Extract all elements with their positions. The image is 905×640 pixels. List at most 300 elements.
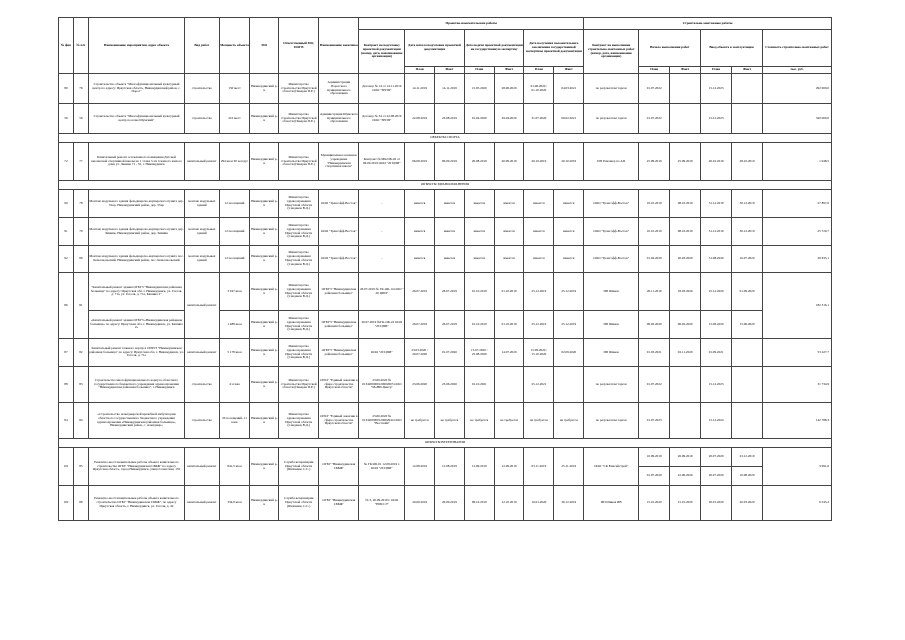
cell-name: Строительство объекта "Многофункциональный культурный центр поселка Шумский" <box>88 104 184 134</box>
cell-customer: ОГБУЗ "Нижнеудинская районная больница" <box>319 273 359 311</box>
cell-work: монтаж модульных зданий <box>185 218 219 246</box>
col-exam-result: Дата получения положительного заключения государственной экспертизы проектной документации <box>524 30 584 67</box>
cell-name: Монтаж модульного здания фельдшерско-акушерского пункта дер. Зимник, Нижнеудинский район, дер. Зимник <box>88 218 184 246</box>
cell-work: капитальный ремонт <box>185 448 219 486</box>
col-design-contract: Контракт на подготовку проектной документации (номер, дата, наименование организации) <box>359 30 405 74</box>
cell-date: имеется <box>494 246 524 273</box>
cell-date: 01.10.2019 <box>464 273 494 311</box>
works-table-sheet <box>58 17 832 521</box>
cell-fcp: 72 <box>59 143 74 181</box>
plan-label: План <box>524 67 554 74</box>
col-smr-start: Начало выполнения работ <box>639 30 701 67</box>
cell-capacity: 12 посещений <box>219 218 250 246</box>
cell-work: капитальный ремонт <box>185 486 219 521</box>
section-row <box>59 439 832 448</box>
cell-smr-contract: по результатам торгов <box>584 74 639 104</box>
cell-date: 25.09.2019 <box>670 143 701 181</box>
cell-date: 09.02.2021 <box>554 104 584 134</box>
cell-cost: 53 227,7 <box>763 339 832 367</box>
cell-responsible: Министерство строительства Иркутской области (Пекарев П.Е.) <box>279 143 319 181</box>
cell-cost: 3 991,6 <box>763 448 832 486</box>
cell-responsible: Служба ветеринарии Иркутской области (Шевченко С.С.) <box>279 448 319 486</box>
cell-date: 20.09.2019 <box>405 486 435 521</box>
cell-date: 23.06.2020 <box>405 367 435 403</box>
cell-date: 30.12.2019 <box>732 190 763 218</box>
cell-responsible: Министерство здравоохранения Иркутской области (Сандаков В.Д.) <box>279 190 319 218</box>
cell-date: 14.07.2020 <box>494 339 524 367</box>
cell-date: 12.09.2019 <box>464 448 494 486</box>
cell-mo: Нижнеудинский р-н <box>250 74 279 104</box>
cell-design-contract: 23.06.2020 № 0134200000120002944 ООО "Вестлайн" <box>359 403 405 439</box>
section-title-health: ОБЪЕКТЫ ЗДРАВООХРАНЕНИЯ <box>59 181 832 190</box>
cell-date <box>670 367 701 403</box>
cell-date: 25.12.2020 <box>701 273 732 311</box>
cell-cost: 25 720,7 <box>763 218 832 246</box>
cell-date: 15.12.2023 <box>701 74 732 104</box>
cell-fcp: 90 <box>59 190 74 218</box>
cell-fcp: 88 <box>59 367 74 403</box>
cell-date: 15.01.2020 <box>670 486 701 521</box>
cell-work: монтаж модульных зданий <box>185 246 219 273</box>
cell-date: 02.11.2020 <box>670 339 701 367</box>
cell-date: 06.02.2020 <box>670 311 701 339</box>
cell-capacity: 150 мест <box>219 74 250 104</box>
cell-customer: Муниципальное казенное учреждение "Нижнеудинская спортивная школа" <box>319 143 359 181</box>
cell-date <box>732 339 763 367</box>
plan-label: План <box>639 67 670 74</box>
cell-date: 10.08.2020 <box>732 467 763 486</box>
cell-name: Ремонтно-восстановительные работы объекта капитального строительства ОГБУ "Нижнеудинская СББЖ", по адресу Иркутская область, г. Нижнеудинск, ул. Гоголя, д. 42 <box>88 486 184 521</box>
col-mo: МО <box>250 18 279 74</box>
cell-design-contract: 23.06.2020 № 0134200000120002605 ООО "МоНИ-Центр" <box>359 367 405 403</box>
fact-label: Факт <box>670 67 701 74</box>
cell-date: 15.05.2020 <box>464 74 494 104</box>
cell-date: 26.07.2019 <box>405 311 435 339</box>
cell-date: 25.12.2021 <box>524 367 554 403</box>
cell-capacity: 20 посещений, 11 коек <box>219 403 250 439</box>
col-commission: Ввод объекта в эксплуатацию <box>701 30 763 67</box>
cell-date: имеется <box>494 218 524 246</box>
cell-date: 30.12.2019 <box>554 486 584 521</box>
cell-mo: Нижнеудинский р-н <box>250 448 279 486</box>
cell-date: 22.06.2020 <box>670 467 701 486</box>
cell-fcp: 56 <box>59 104 74 134</box>
cell-date: 28.10.2019 <box>732 143 763 181</box>
col-n-pp: № п/п <box>73 18 88 74</box>
cell-date: 26.09.2019 <box>670 448 701 467</box>
cell-smr-contract: по результатам торгов <box>584 104 639 134</box>
cell-date: 12.08.2019 <box>435 448 465 486</box>
cell-smr-contract: по результатам торгов <box>584 403 639 439</box>
table-row <box>59 246 832 273</box>
section-row <box>59 181 832 190</box>
cell-design-contract: ООО "20 ЦПИ" <box>359 339 405 367</box>
col-work-type: Вид работ <box>185 18 219 74</box>
cell-name: Капитальный ремонт главного корпуса ОГБУЗ "Нижнеудинская районная больница" по адресу: Иркутская обл. г. Нижнеудинск, ул. Гоголя, д. 71а <box>88 339 184 367</box>
cell-name: «Строительство Алыгджерской врачебной амбулатории областного государственного бюджетного учреждения здравоохранения «Нижнеудинская районная больница», Нижнеудинский район, с. Алыгджер» <box>88 403 184 439</box>
cell-date: 08.10.2019 <box>670 190 701 218</box>
table-row <box>59 190 832 218</box>
cell-date <box>732 104 763 134</box>
cell-date: 20.09.2019 <box>494 143 524 181</box>
section-title-vet: ОБЪЕКТЫ ВЕТЕРИНАРИИ <box>59 439 832 448</box>
cell-pp: 78 <box>73 190 88 218</box>
cell-date: 01.07.2022 <box>639 367 670 403</box>
section-title-sport: ОБЪЕКТЫ СПОРТА <box>59 134 832 143</box>
cell-date: 08.10.2019 <box>670 218 701 246</box>
cell-work: капитальный ремонт <box>185 143 219 181</box>
cell-fcp: 87 <box>59 339 74 367</box>
cell-design-contract: Контракт № МК/ОБ-02 от 06.09.2019 ООО "20 ЦПИ" <box>359 143 405 181</box>
cell-cost: 31 734,9 <box>763 367 832 403</box>
col-smr-contract: Контракт на выполнение строительно-монтажных работ (номер, дата, наименование организации) <box>584 30 639 74</box>
cell-date: имеется <box>435 190 465 218</box>
cell-date: не требуется <box>464 403 494 439</box>
cell-work: капитальный ремонт <box>185 339 219 367</box>
cell-design-contract: - <box>359 246 405 273</box>
cell-responsible: Министерство строительства Иркутской области (Пекарев П.Е.) <box>279 74 319 104</box>
cell-date: 31.07.2020 <box>524 104 554 134</box>
cell-date: 23.12.2019 <box>732 448 763 467</box>
cell-date: 23.06.2020 <box>435 367 465 403</box>
cell-date: 04.03.2021 <box>554 74 584 104</box>
cell-date: 20.10.2019 <box>524 143 554 181</box>
cell-cost: 142 788,3 <box>763 403 832 439</box>
cell-date: 25.12.2019 <box>554 273 584 311</box>
cell-date: 12.09.2019 <box>494 448 524 486</box>
cell-responsible: Министерство здравоохранения Иркутской области (Сандаков В.Д.) <box>279 403 319 439</box>
table-row <box>59 311 832 339</box>
cell-customer: Администрация Порогского муниципального образования <box>319 74 359 104</box>
cell-fcp: 102 <box>59 486 74 521</box>
table-row <box>59 367 832 403</box>
cell-pp: 77 <box>73 143 88 181</box>
cell-capacity: 334,9 кв.м <box>219 486 250 521</box>
cell-design-contract: 26.07.2019 № ГК-ОБ-14 ООО " 20 ЦПИ" <box>359 273 405 311</box>
cell-mo: Нижнеудинский р-н <box>250 190 279 218</box>
cell-date: не требуется <box>494 403 524 439</box>
cell-smr-contract: по результатам торгов <box>584 367 639 403</box>
cell-work: капитальный ремонт <box>185 273 219 339</box>
cell-customer: ООО "Трансэфф-Восток" <box>319 190 359 218</box>
cell-mo: Нижнеудинский р-н <box>250 403 279 439</box>
cell-smr-contract: ИП Шиков <box>584 311 639 339</box>
cell-date: имеется <box>405 190 435 218</box>
cell-date: 20.09.2019 <box>435 486 465 521</box>
cell-work: строительство <box>185 403 219 439</box>
cell-date: 28.06.2020 <box>494 74 524 104</box>
cell-date: 25.12.2019 <box>524 273 554 311</box>
cell-date: 10.10.2019 <box>639 190 670 218</box>
fact-label: Факт <box>494 67 524 74</box>
cell-pp: 86 <box>73 486 88 521</box>
cell-date: 01.06.2020 / 01.10.2020 <box>524 74 554 104</box>
cell-date: 20.01.2020 <box>701 486 732 521</box>
cell-customer: ОГКУ "Единый заказчик в сфере строительства Иркутской области" <box>319 367 359 403</box>
cell-name: Строительство многофункционального корпуса областного государственного бюджетного учреждения здравоохранения "Нижнеудинская районная больница", г. Нижнеудинск <box>88 367 184 403</box>
table-row <box>59 339 832 367</box>
cell-smr-contract: ООО "Трансэфф-Восток" <box>584 246 639 273</box>
cell-responsible: Министерство здравоохранения Иркутской области (Сандаков В.Д.) <box>279 246 319 273</box>
col-n-fcp: № фцп <box>59 18 74 74</box>
cell-date: 22.08.2019 <box>405 104 435 134</box>
cell-date: 22.08.2019 <box>435 104 465 134</box>
cell-date: 31.12.2019 <box>701 218 732 246</box>
cell-design-contract: Договор № 14 от 14.11.2019 ООО "ЗЕПП" <box>359 74 405 104</box>
col-submit-exam: Дата подачи проектной документации на государственную экспертизу <box>464 30 524 67</box>
cell-date: не требуется <box>405 403 435 439</box>
cell-pp: 79 <box>73 218 88 246</box>
cell-smr-contract: ИП Шиков <box>584 273 639 311</box>
cell-pp: 81 <box>73 273 88 339</box>
cell-name: Строительство объекта "Многофункциональный культурный центр по адресу: Иркутская область, Нижнеудинский район, с. Порог" <box>88 74 184 104</box>
cell-work: монтаж модульных зданий <box>185 190 219 218</box>
cell-design-contract: - <box>359 218 405 246</box>
cell-date: 25.12.2019 <box>524 311 554 339</box>
fact-label: Факт <box>732 67 763 74</box>
cell-fcp: 92 <box>59 246 74 273</box>
cell-pp: 56 <box>73 104 88 134</box>
cell-name: Ремонтно-восстановительные работы объекта капитального строительства ОГБУ "Нижнеудинская СББЖ" по адресу Иркутская область, город Нижнеудинск, улица Советская, 155 <box>88 448 184 486</box>
cell-fcp: 101 <box>59 448 74 486</box>
cell-design-contract: - <box>359 190 405 218</box>
cell-work: строительство <box>185 104 219 134</box>
cell-smr-contract: ООО "СК Енисейстрой" <box>584 448 639 486</box>
fact-label: Факт <box>554 67 584 74</box>
table-row <box>59 104 832 134</box>
cell-date: 16.07.2020 <box>732 246 763 273</box>
cell-date: 15.06.2020 <box>701 311 732 339</box>
cell-date: 15.09.2020 / 15.10.2020 <box>524 339 554 367</box>
cell-mo: Нижнеудинский р-н <box>250 339 279 367</box>
cell-customer: ООО "Трансэфф-Восток" <box>319 246 359 273</box>
cell-name: "Капитальный ремонт здания ОГБУЗ "Нижнеудинская районная больница" по адресу: Иркутская обл. г. Нижнеудинск, ул. Гоголя, д. 71а, ул. Гоголя, д. 71а, Кашина 2" <box>88 273 184 311</box>
table-row <box>59 448 832 467</box>
cell-work: строительство <box>185 74 219 104</box>
cell-date: 26.07.2019 <box>435 273 465 311</box>
cell-responsible: Министерство здравоохранения Иркутской области (Сандаков В.Д.) <box>279 339 319 367</box>
cell-responsible: Министерство здравоохранения Иркутской области (Сандаков В.Д.) <box>279 273 319 311</box>
col-design-start: Дата начала подготовки проектной документации <box>405 30 465 67</box>
cell-date: 25.09.2019 <box>639 143 670 181</box>
cell-pp: 84 <box>73 403 88 439</box>
cell-design-contract: № ГК/ОБ-01 12.08.2019 г. ООО "20 ЦПИ" <box>359 448 405 486</box>
cell-customer: ОГБУЗ "Нижнеудинская районная больница" <box>319 311 359 339</box>
col-name: Наименование мероприятия, адрес объекта <box>88 18 184 74</box>
cell-date: имеется <box>435 246 465 273</box>
cell-date: имеется <box>524 218 554 246</box>
cell-date: имеется <box>524 190 554 218</box>
cost-unit-label: тыс. руб. <box>763 67 832 74</box>
cell-date: 09.10.2019 <box>464 486 494 521</box>
cell-design-contract: Договор № 34 от 22.08.2019 ООО "ЗЕПП" <box>359 104 405 134</box>
cell-date: 15.12.2023 <box>701 367 732 403</box>
cell-customer: ООО "Трансэфф-Восток" <box>319 218 359 246</box>
cell-date <box>494 367 524 403</box>
cell-date <box>732 74 763 104</box>
cell-date: не требуется <box>435 403 465 439</box>
cell-date <box>732 403 763 439</box>
cell-date <box>670 403 701 439</box>
cell-mo: Нижнеудинский р-н <box>250 218 279 246</box>
cell-fcp: 84 <box>59 403 74 439</box>
table-row <box>59 486 832 521</box>
cell-date: 23.03.2020 / 20.07.2020 <box>405 339 435 367</box>
cell-date: имеется <box>405 218 435 246</box>
cell-date: 01.04.2020 <box>464 104 494 134</box>
works-table <box>58 17 832 521</box>
cell-mo: Нижнеудинский р-н <box>250 367 279 403</box>
cell-date: 31.12.2019 <box>701 190 732 218</box>
plan-label: План <box>701 67 732 74</box>
cell-date: 26.07.2019 <box>405 273 435 311</box>
cell-date: 01.09.2020 <box>732 273 763 311</box>
cell-name: Монтаж модульного здания фельдшерско-акушерского пункта дер. Ухар, Нижнеудинский район, дер. Ухар <box>88 190 184 218</box>
cell-cost: 29 635,1 <box>763 246 832 273</box>
cell-date: 20.11.2019 <box>639 273 670 311</box>
cell-date <box>732 367 763 403</box>
cell-date: 20.03.2020 <box>670 246 701 273</box>
cell-date: имеется <box>464 218 494 246</box>
cell-smr-contract: ИП Ромашер по АП <box>584 143 639 181</box>
cell-date: 01.07.2023 <box>639 403 670 439</box>
cell-date: 25.11.2019 <box>554 448 584 486</box>
cell-date <box>670 74 701 104</box>
plan-label: План <box>405 67 435 74</box>
cell-pp: 76 <box>73 74 88 104</box>
cell-date: 01.07.2020 <box>435 339 465 367</box>
cell-pp: 85 <box>73 448 88 486</box>
cell-date: 01.10.2019 <box>494 311 524 339</box>
cell-design-contract: № 3, 20.09.2019 г. ООО "НИССЭ" <box>359 486 405 521</box>
cell-date: 03.11.2019 <box>524 448 554 486</box>
cell-cost: 1 948,5 <box>763 143 832 181</box>
cell-cost: 182 316,1 <box>763 273 832 339</box>
cell-date: 01.03.2021 <box>639 339 670 367</box>
cell-responsible: Министерство строительства Иркутской области (Пекарев П.Е.) <box>279 104 319 134</box>
cell-date: 01.10.2019 <box>464 311 494 339</box>
cell-date: 06.09.2019 <box>435 143 465 181</box>
cell-mo: Нижнеудинский р-н <box>250 104 279 134</box>
cell-responsible: Министерство строительства Иркутской области (Пекарев П.Е.) <box>279 367 319 403</box>
cell-mo: Нижнеудинский р-н <box>250 273 279 311</box>
cell-capacity: 4 этажа <box>219 367 250 403</box>
cell-capacity: 1 488 кв.м <box>219 311 250 339</box>
cell-date: 25.12.2019 <box>554 311 584 339</box>
cell-date: 14.11.2019 <box>405 74 435 104</box>
cell-mo: Нижнеудинский р-н <box>250 486 279 521</box>
cell-capacity: 294 кв.м 30 чел/дус <box>219 143 250 181</box>
cell-date: 02.09.2020 <box>554 339 584 367</box>
section-row <box>59 134 832 143</box>
cell-date <box>670 104 701 134</box>
cell-date: 10.10.2019 <box>639 218 670 246</box>
table-row <box>59 273 832 311</box>
cell-date: 12.10.2019 <box>494 486 524 521</box>
cell-smr-contract: ИП Шиков ИВ <box>584 486 639 521</box>
col-capacity: Мощность объекта <box>219 18 250 74</box>
cell-work: строительство <box>185 367 219 403</box>
cell-mo: Нижнеудинский р-н <box>250 246 279 273</box>
cell-date: 20.10.2019 <box>701 143 732 181</box>
cell-smr-contract: ООО "Трансэфф-Восток" <box>584 218 639 246</box>
cell-date: 20.10.2019 <box>554 143 584 181</box>
cell-mo: Нижнеудинский р-н <box>250 143 279 181</box>
cell-date: имеется <box>554 246 584 273</box>
cell-capacity: 3 047 кв.м <box>219 273 250 311</box>
col-cost: Стоимость строительно-монтажных работ <box>763 30 832 67</box>
cell-date: 01.10.2021 <box>464 367 494 403</box>
fact-label: Факт <box>435 67 465 74</box>
cell-date: имеется <box>464 190 494 218</box>
cell-fcp: 86 <box>59 273 74 339</box>
cell-date: 14.11.2019 <box>435 74 465 104</box>
cell-date: 01.07.2022 <box>639 74 670 104</box>
cell-date: 15.12.2024 <box>701 403 732 439</box>
cell-date: 01.09.2021 <box>701 339 732 367</box>
cell-responsible: Министерство здравоохранения Иркутской области (Сандаков В.Д.) <box>279 218 319 246</box>
cell-date: имеется <box>554 190 584 218</box>
cell-customer: ОГБУ "Нижнеудинская СББЖ" <box>319 448 359 486</box>
table-row <box>59 143 832 181</box>
cell-customer: ОГБУ "Нижнеудинская СББЖ" <box>319 486 359 521</box>
cell-date: 15.07.2020 / 25.08.2020 <box>464 339 494 367</box>
cell-fcp: 91 <box>59 218 74 246</box>
cell-cost: 9 545,2 <box>763 486 832 521</box>
cell-date: 26.07.2019 <box>435 311 465 339</box>
cell-date: 15.01.2020 <box>639 486 670 521</box>
cell-name: Капитальный ремонт остекленного помещения Детской юношеской спортивной школы на 1 этаже 5-ти этажного жилого дома ул. Ленина 71 - 55, г. Нижнеудинск <box>88 143 184 181</box>
cell-date: 10.01.2020 <box>524 486 554 521</box>
cell-pp: 82 <box>73 339 88 367</box>
cell-date: не требуется <box>554 403 584 439</box>
cell-responsible: Министерство здравоохранения Иркутской области (Сандаков В.Д.) <box>279 311 319 339</box>
cell-design-contract: 26.07.2019 №ГК-ОБ-22 ООО "20 ЦПИ" <box>359 311 405 339</box>
cell-date <box>554 367 584 403</box>
cell-date: 01.07.2020 <box>639 467 670 486</box>
cell-cost: 27 897,6 <box>763 190 832 218</box>
cell-date: 31.08.2020 <box>701 246 732 273</box>
cell-date: 01.04.2020 <box>639 246 670 273</box>
cell-customer: ОГБУЗ "Нижнеудинская районная больница" <box>319 339 359 367</box>
col-customer: Наименование заказчика <box>319 18 359 74</box>
cell-date: 01.10.2019 <box>494 273 524 311</box>
cell-date: не требуется <box>524 403 554 439</box>
cell-date: 20.07.2020 <box>701 448 732 467</box>
cell-mo: Нижнеудинский р-н <box>250 311 279 339</box>
cell-responsible: Служба ветеринарии Иркутской области (Шевченко С.С.) <box>279 486 319 521</box>
cell-date: имеется <box>405 246 435 273</box>
cell-date: 06.09.2019 <box>405 143 435 181</box>
header-row-1 <box>59 18 832 30</box>
cell-cost: 320 000,0 <box>763 104 832 134</box>
table-row <box>59 74 832 104</box>
cell-date: имеется <box>435 218 465 246</box>
cell-date: 20.03.2020 <box>732 486 763 521</box>
cell-name: «Капитальный ремонт здания ОГБУЗ «Нижнеудинская районная больница» по адресу: Иркутская обл. г. Нижнеудинск, ул. Кашина 2» <box>88 311 184 339</box>
cell-date: 15.12.2023 <box>701 104 732 134</box>
table-row <box>59 218 832 246</box>
plan-label: План <box>464 67 494 74</box>
cell-customer: ОГКУ "Единый заказчик в сфере строительства Иркутской области" <box>319 403 359 439</box>
cell-pp: 80 <box>73 246 88 273</box>
cell-date: 30.12.2019 <box>732 218 763 246</box>
cell-cost: 292 000,0 <box>763 74 832 104</box>
cell-smr-contract: ИП Шиков <box>584 339 639 367</box>
cell-date: 20.07.2020 <box>701 467 732 486</box>
cell-capacity: 12 посещений <box>219 246 250 273</box>
col-responsible: Ответственный МО, ПОГВ <box>279 18 319 74</box>
